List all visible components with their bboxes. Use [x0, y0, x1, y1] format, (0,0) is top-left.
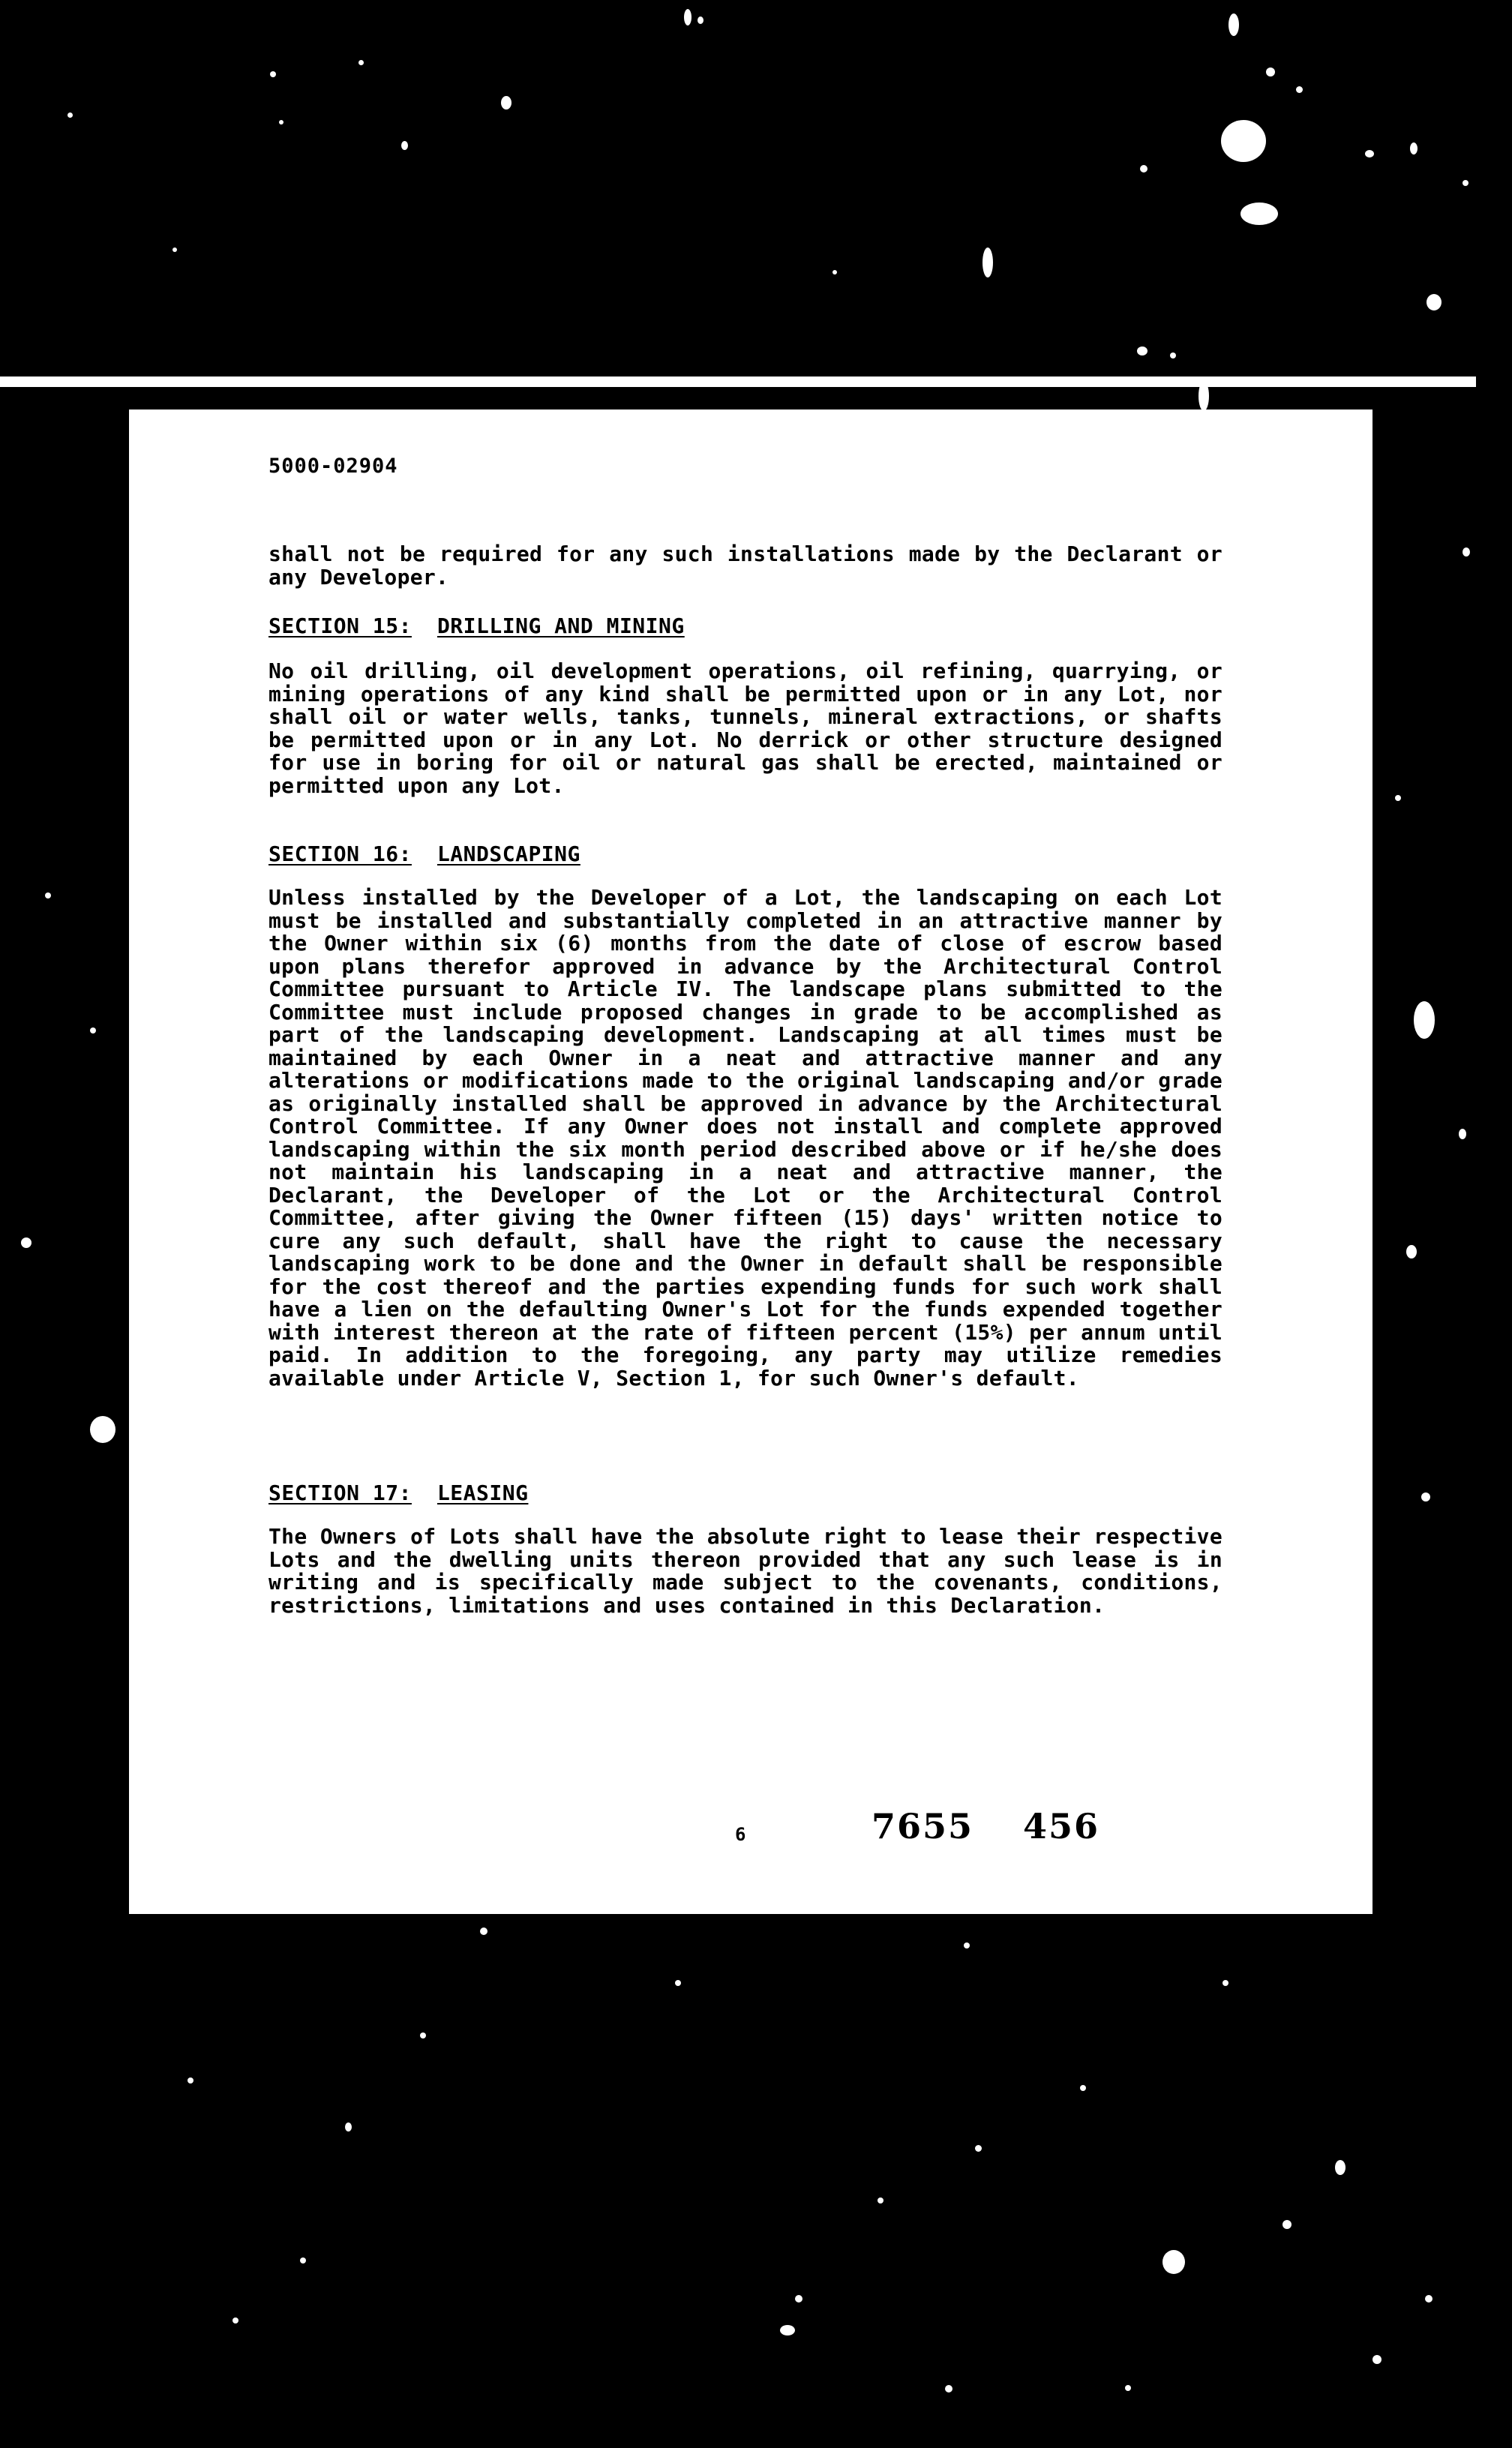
section-16-paragraph: Unless installed by the Developer of a Lot, the landscaping on each Lot must be installed and substantially completed in an attractive manner by the Owner within six (6) months from the date of close of escrow based upon plans therefor approved in advance by the Architectural Control Committee pursuant to Article IV. The landscape plans submitted to the Committee must include proposed changes in grade to be accomplished as part of the landscaping development. Landscaping at all times must be maintained by each Owner in a neat and attractive manner and any alterations or modifications made to the original landscaping and/or grade as originally installed shall be approved in advance by the Architectural Control Committee. If any Owner does not install and complete approved landscaping within the six month period described above or if he/she does not maintain his landscaping in a neat and attractive manner, the Declarant, the Developer of the Lot or the Architectural Control Committee, after giving the Owner fifteen (15) days' written notice to cure any such default, shall have the right to cause the necessary landscaping work to be done and the Owner in default shall be responsible for the cost thereof and the parties expending funds for such work shall have a lien on the defaulting Owner's Lot for the funds expended together with interest thereon at the rate of fifteen percent (15%) per annum until paid. In addition to the foregoing, any party may utilize remedies available under Article V, Section 1, for such Owner's default. [268, 885, 1222, 1390]
section-title: LEASING [436, 1480, 529, 1505]
recording-stamp-book: 7655 [872, 1806, 974, 1846]
section-title: DRILLING AND MINING [436, 614, 685, 638]
section-number: SECTION 17: [268, 1480, 412, 1505]
document-page [129, 410, 1372, 1914]
document-id: 5000-02904 [268, 454, 398, 478]
section-number: SECTION 16: [268, 842, 412, 866]
scan-edge-line [0, 376, 1476, 387]
section-15-paragraph: No oil drilling, oil development operations, oil refining, quarrying, or mining operations of any kind shall be permitted upon or in any Lot, nor shall oil or water wells, tanks, tunnels, mineral extractions, or shafts be permitted upon or in any Lot. No derrick or other structure designed for use in boring for oil or natural gas shall be erected, maintained or permitted upon any Lot. [268, 658, 1222, 798]
section-16-heading [268, 842, 580, 866]
intro-paragraph: shall not be required for any such installations made by the Declarant or any Developer. [268, 542, 1222, 590]
section-title: LANDSCAPING [436, 842, 580, 866]
page-number: 6 [735, 1824, 746, 1845]
section-15-heading [268, 614, 685, 638]
section-17-heading [268, 1480, 528, 1505]
section-17-paragraph: The Owners of Lots shall have the absolute right to lease their respective Lots and the dwelling units thereon provided that any such lease is in writing and is specifically made subject to the covenants, conditions, restrictions, limitations and uses contained in this Declaration. [268, 1524, 1222, 1618]
recording-stamp-page: 456 [1023, 1806, 1100, 1846]
section-number: SECTION 15: [268, 614, 412, 638]
